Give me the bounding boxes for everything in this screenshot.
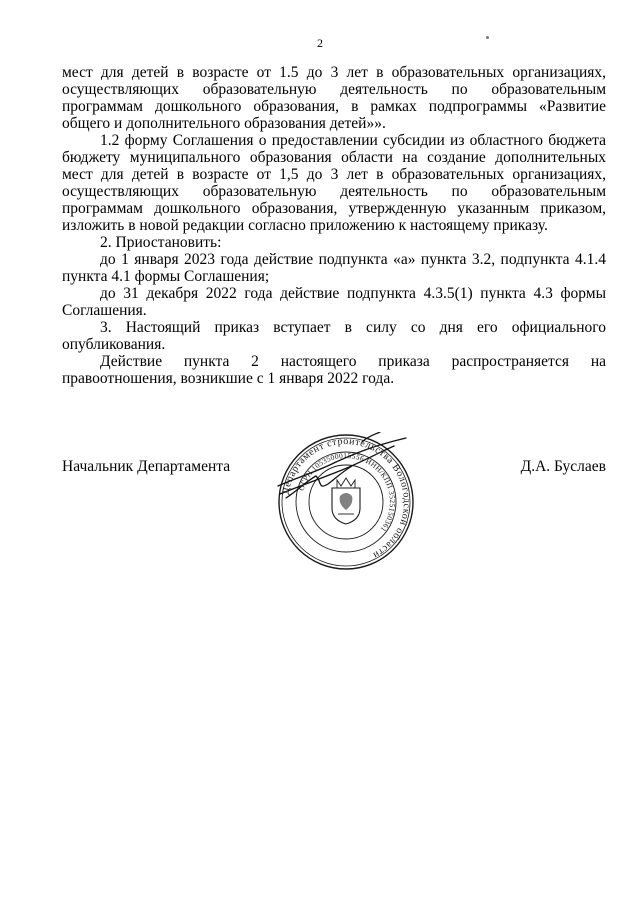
- paragraph-3: 2. Приостановить:: [100, 234, 222, 251]
- coat-of-arms-icon: [332, 478, 360, 524]
- paragraph-2: 1.2 форму Соглашения о предоставлении субсидии из областного бюджета бюджету муниципального образования области на создание дополнительных мест для детей в возрасте от 1,5 до 3 лет в образовательных организациях, осуществляющих образовательную деятельность по образовательным программам дошкольного образования, утвержденную указанным приказом, изложить в новой редакции согласно приложению к настоящему приказу.: [62, 132, 606, 234]
- paragraph-6: 3. Настоящий приказ вступает в силу со дня его официального опубликования.: [62, 319, 606, 353]
- official-seal: [276, 432, 416, 572]
- scan-speck: [486, 36, 489, 39]
- document-body: [62, 64, 606, 387]
- seal-outer-text: Департамент строительства Вологодской области: [280, 435, 413, 561]
- paragraph-1: мест для детей в возрасте от 1.5 до 3 лет в образовательных организациях, осуществляющих образовательную деятельность по образовательным программам дошкольного образования, в рамках подпрограммы «Развитие общего и дополнительного образования детей»».: [62, 64, 606, 132]
- paragraph-5: до 31 декабря 2022 года действие подпункта 4.3.5(1) пункта 4.3 формы Соглашения.: [62, 285, 606, 319]
- paragraph-4: до 1 января 2023 года действие подпункта «а» пункта 3.2, подпункта 4.1.4 пункта 4.1 формы Соглашения;: [62, 251, 606, 285]
- signer-title: Начальник Департамента: [62, 458, 231, 475]
- seal-inner-text: ОГРН 1053500015556 ИНН/КПП 3525150361: [296, 450, 398, 534]
- page-number: 2: [317, 36, 323, 50]
- signer-name: Д.А. Буслаев: [520, 458, 606, 475]
- paragraph-7: Действие пункта 2 настоящего приказа распространяется на правоотношения, возникшие с 1 января 2022 года.: [62, 353, 606, 387]
